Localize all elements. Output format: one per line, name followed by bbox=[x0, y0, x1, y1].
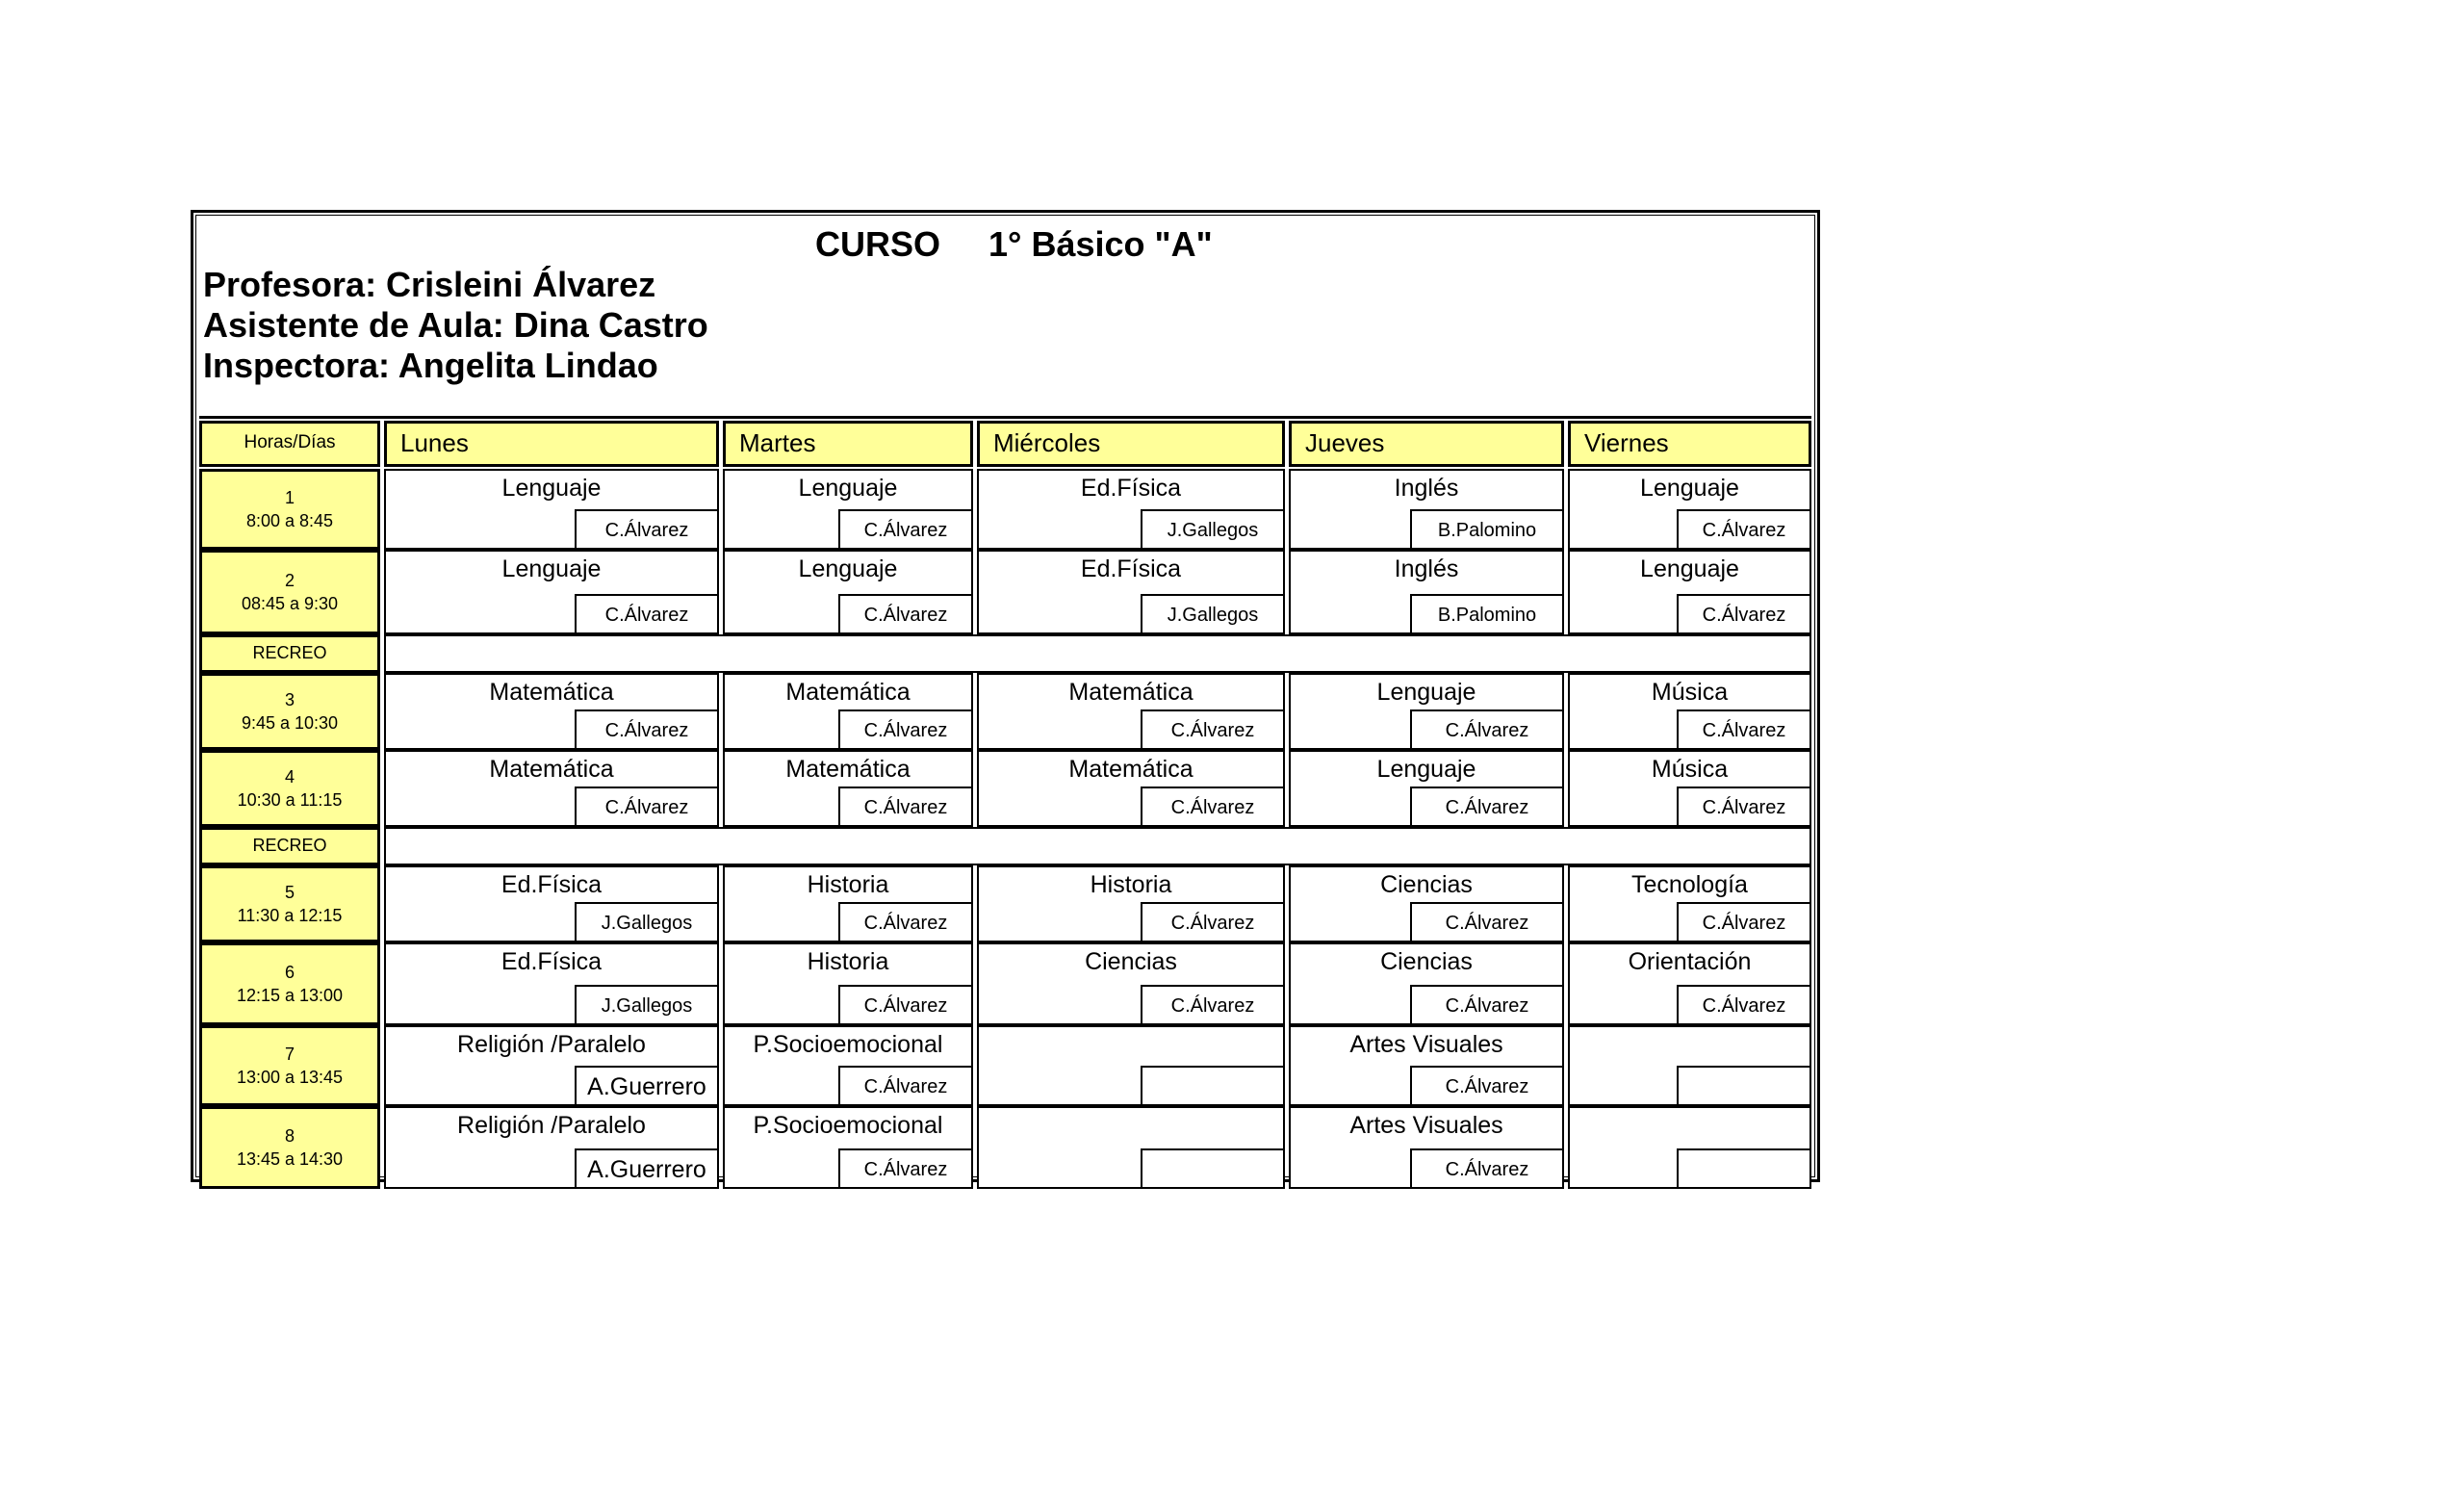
teacher-line: Profesora: Crisleini Álvarez bbox=[203, 265, 656, 304]
schedule-cell[interactable] bbox=[977, 673, 1285, 750]
subject-name: Historia bbox=[807, 948, 889, 975]
teacher-name: C.Álvarez bbox=[575, 709, 719, 750]
teacher-name bbox=[1141, 1148, 1285, 1189]
schedule-cell[interactable] bbox=[723, 1106, 973, 1189]
teacher-name: C.Álvarez bbox=[575, 787, 719, 827]
period-number: 3 bbox=[284, 690, 295, 709]
teacher-name bbox=[1677, 1066, 1811, 1106]
subject-name: Matemática bbox=[785, 756, 911, 783]
schedule-cell[interactable] bbox=[1568, 673, 1811, 750]
subject-name: Ed.Física bbox=[500, 948, 603, 975]
course-label: CURSO bbox=[815, 224, 941, 264]
schedule-cell[interactable] bbox=[1568, 750, 1811, 827]
teacher-name: C.Álvarez bbox=[1410, 985, 1564, 1025]
recess-label bbox=[199, 634, 380, 673]
subject-name: Artes Visuales bbox=[1349, 1031, 1503, 1058]
schedule-cell[interactable] bbox=[723, 673, 973, 750]
teacher-name: C.Álvarez bbox=[1677, 509, 1811, 550]
time-cell bbox=[199, 750, 380, 827]
period-time: 13:00 a 13:45 bbox=[236, 1068, 344, 1087]
schedule-cell[interactable] bbox=[1289, 1106, 1564, 1189]
subject-name: Orientación bbox=[1628, 948, 1752, 975]
time-cell bbox=[199, 673, 380, 750]
period-number: 7 bbox=[284, 1045, 295, 1064]
teacher-name: C.Álvarez bbox=[838, 509, 973, 550]
subject-name: Lenguaje bbox=[798, 475, 898, 502]
teacher-name: C.Álvarez bbox=[1410, 1066, 1564, 1106]
schedule-cell[interactable] bbox=[723, 942, 973, 1025]
recess-bar bbox=[384, 827, 1811, 865]
schedule-cell[interactable] bbox=[1568, 865, 1811, 942]
teacher-name: C.Álvarez bbox=[1677, 594, 1811, 634]
teacher-name: C.Álvarez bbox=[1677, 787, 1811, 827]
period-time: 9:45 a 10:30 bbox=[241, 713, 339, 733]
subject-name: Historia bbox=[807, 871, 889, 898]
day-header-label: Viernes bbox=[1584, 428, 1669, 457]
schedule-cell[interactable] bbox=[977, 469, 1285, 550]
teacher-name: C.Álvarez bbox=[1141, 985, 1285, 1025]
teacher-name: B.Palomino bbox=[1410, 509, 1564, 550]
day-header-1 bbox=[723, 421, 973, 467]
period-number: 8 bbox=[284, 1126, 295, 1146]
teacher-name: C.Álvarez bbox=[838, 709, 973, 750]
schedule-cell[interactable] bbox=[1568, 550, 1811, 634]
period-time: 08:45 a 9:30 bbox=[241, 594, 339, 613]
teacher-name: C.Álvarez bbox=[1141, 787, 1285, 827]
period-time: 13:45 a 14:30 bbox=[236, 1149, 344, 1169]
subject-name: Lenguaje bbox=[1640, 475, 1739, 502]
schedule-cell[interactable] bbox=[723, 469, 973, 550]
subject-name: Matemática bbox=[489, 679, 614, 706]
period-number: 5 bbox=[284, 883, 295, 902]
hours-header bbox=[199, 421, 380, 467]
subject-name: Matemática bbox=[1068, 679, 1194, 706]
teacher-name: C.Álvarez bbox=[575, 594, 719, 634]
teacher-name: C.Álvarez bbox=[1410, 709, 1564, 750]
subject-name: Ciencias bbox=[1085, 948, 1177, 975]
schedule-cell[interactable] bbox=[1289, 469, 1564, 550]
teacher-name: A.Guerrero bbox=[575, 1148, 719, 1189]
teacher-name: J.Gallegos bbox=[1141, 594, 1285, 634]
subject-name: Lenguaje bbox=[501, 475, 602, 502]
schedule-cell[interactable] bbox=[1289, 865, 1564, 942]
subject-name: Ed.Física bbox=[500, 871, 603, 898]
day-header-2 bbox=[977, 421, 1285, 467]
recess-text: RECREO bbox=[252, 836, 327, 855]
teacher-name: J.Gallegos bbox=[575, 985, 719, 1025]
schedule-cell[interactable] bbox=[1568, 1106, 1811, 1189]
subject-name: Matemática bbox=[785, 679, 911, 706]
subject-name: Ciencias bbox=[1380, 948, 1473, 975]
recess-bar bbox=[384, 634, 1811, 673]
teacher-name: J.Gallegos bbox=[1141, 509, 1285, 550]
day-header-4 bbox=[1568, 421, 1811, 467]
teacher-name: C.Álvarez bbox=[1410, 902, 1564, 942]
day-header-0 bbox=[384, 421, 719, 467]
subject-name: Artes Visuales bbox=[1349, 1112, 1503, 1139]
schedule-cell[interactable] bbox=[723, 1025, 973, 1106]
subject-name: P.Socioemocional bbox=[753, 1112, 943, 1139]
subject-name: Lenguaje bbox=[1640, 555, 1739, 582]
schedule-cell[interactable] bbox=[384, 673, 719, 750]
time-cell bbox=[199, 550, 380, 634]
schedule-cell[interactable] bbox=[384, 469, 719, 550]
schedule-cell[interactable] bbox=[384, 550, 719, 634]
subject-name: Religión /Paralelo bbox=[457, 1112, 646, 1139]
teacher-name: C.Álvarez bbox=[1141, 709, 1285, 750]
subject-name: Matemática bbox=[489, 756, 614, 783]
period-number: 6 bbox=[284, 963, 295, 982]
period-time: 8:00 a 8:45 bbox=[245, 511, 334, 530]
schedule-cell[interactable] bbox=[977, 1025, 1285, 1106]
teacher-name: A.Guerrero bbox=[575, 1066, 719, 1106]
course-title bbox=[815, 224, 1213, 265]
schedule-cell[interactable] bbox=[384, 1106, 719, 1189]
schedule-cell[interactable] bbox=[723, 750, 973, 827]
teacher-name: C.Álvarez bbox=[1141, 902, 1285, 942]
time-cell bbox=[199, 865, 380, 942]
teacher-name: C.Álvarez bbox=[838, 787, 973, 827]
subject-name: Música bbox=[1651, 679, 1729, 706]
teacher-name: J.Gallegos bbox=[575, 902, 719, 942]
teacher-name: C.Álvarez bbox=[1410, 1148, 1564, 1189]
subject-name: Matemática bbox=[1068, 756, 1194, 783]
teacher-name: C.Álvarez bbox=[838, 1148, 973, 1189]
day-header-label: Lunes bbox=[400, 428, 469, 457]
teacher-name: B.Palomino bbox=[1410, 594, 1564, 634]
period-number: 4 bbox=[284, 767, 295, 787]
schedule-cell[interactable] bbox=[977, 750, 1285, 827]
teacher-name: C.Álvarez bbox=[1677, 709, 1811, 750]
subject-name: Tecnología bbox=[1631, 871, 1748, 898]
course-name: 1° Básico "A" bbox=[988, 224, 1213, 264]
subject-name: Inglés bbox=[1394, 475, 1459, 502]
schedule-cell[interactable] bbox=[384, 1025, 719, 1106]
subject-name: Ed.Física bbox=[1080, 555, 1182, 582]
schedule-cell[interactable] bbox=[1568, 469, 1811, 550]
schedule-cell[interactable] bbox=[1568, 942, 1811, 1025]
teacher-name: C.Álvarez bbox=[838, 594, 973, 634]
period-time: 11:30 a 12:15 bbox=[237, 906, 343, 925]
teacher-name: C.Álvarez bbox=[838, 902, 973, 942]
subject-name: Ed.Física bbox=[1080, 475, 1182, 502]
schedule-cell[interactable] bbox=[723, 550, 973, 634]
time-cell bbox=[199, 1106, 380, 1189]
schedule-cell[interactable] bbox=[384, 865, 719, 942]
time-cell bbox=[199, 469, 380, 550]
schedule-cell[interactable] bbox=[1289, 1025, 1564, 1106]
time-cell bbox=[199, 1025, 380, 1106]
period-number: 1 bbox=[284, 488, 295, 507]
schedule-cell[interactable] bbox=[977, 550, 1285, 634]
subject-name: Historia bbox=[1090, 871, 1172, 898]
schedule-sheet bbox=[191, 210, 1820, 1182]
hours-header-label: Horas/Días bbox=[244, 432, 336, 452]
schedule-cell[interactable] bbox=[1289, 550, 1564, 634]
period-number: 2 bbox=[284, 571, 295, 590]
subject-name: Inglés bbox=[1394, 555, 1459, 582]
schedule-cell[interactable] bbox=[1568, 1025, 1811, 1106]
subject-name: Religión /Paralelo bbox=[457, 1031, 646, 1058]
schedule-cell[interactable] bbox=[977, 1106, 1285, 1189]
teacher-name: C.Álvarez bbox=[838, 985, 973, 1025]
recess-label bbox=[199, 827, 380, 865]
schedule-cell[interactable] bbox=[977, 942, 1285, 1025]
schedule-cell[interactable] bbox=[977, 865, 1285, 942]
schedule-cell[interactable] bbox=[384, 942, 719, 1025]
teacher-name: C.Álvarez bbox=[838, 1066, 973, 1106]
teacher-name bbox=[1141, 1066, 1285, 1106]
period-time: 10:30 a 11:15 bbox=[237, 790, 343, 810]
schedule-cell[interactable] bbox=[1289, 673, 1564, 750]
schedule-header bbox=[199, 219, 1811, 419]
subject-name: P.Socioemocional bbox=[753, 1031, 943, 1058]
recess-text: RECREO bbox=[252, 643, 327, 662]
schedule-cell[interactable] bbox=[1289, 750, 1564, 827]
period-time: 12:15 a 13:00 bbox=[236, 986, 344, 1005]
time-cell bbox=[199, 942, 380, 1025]
schedule-cell[interactable] bbox=[1289, 942, 1564, 1025]
teacher-name: C.Álvarez bbox=[1677, 902, 1811, 942]
teacher-name bbox=[1677, 1148, 1811, 1189]
subject-name: Música bbox=[1651, 756, 1729, 783]
day-header-3 bbox=[1289, 421, 1564, 467]
teacher-name: C.Álvarez bbox=[575, 509, 719, 550]
subject-name: Lenguaje bbox=[1376, 679, 1476, 706]
inspector-line: Inspectora: Angelita Lindao bbox=[203, 346, 658, 385]
subject-name: Lenguaje bbox=[1376, 756, 1476, 783]
assistant-line: Asistente de Aula: Dina Castro bbox=[203, 305, 708, 345]
schedule-cell[interactable] bbox=[723, 865, 973, 942]
subject-name: Ciencias bbox=[1380, 871, 1473, 898]
teacher-name: C.Álvarez bbox=[1410, 787, 1564, 827]
subject-name: Lenguaje bbox=[798, 555, 898, 582]
day-header-label: Jueves bbox=[1305, 428, 1385, 457]
teacher-name: C.Álvarez bbox=[1677, 985, 1811, 1025]
subject-name: Lenguaje bbox=[501, 555, 602, 582]
day-header-label: Miércoles bbox=[993, 428, 1101, 457]
schedule-cell[interactable] bbox=[384, 750, 719, 827]
day-header-label: Martes bbox=[739, 428, 816, 457]
